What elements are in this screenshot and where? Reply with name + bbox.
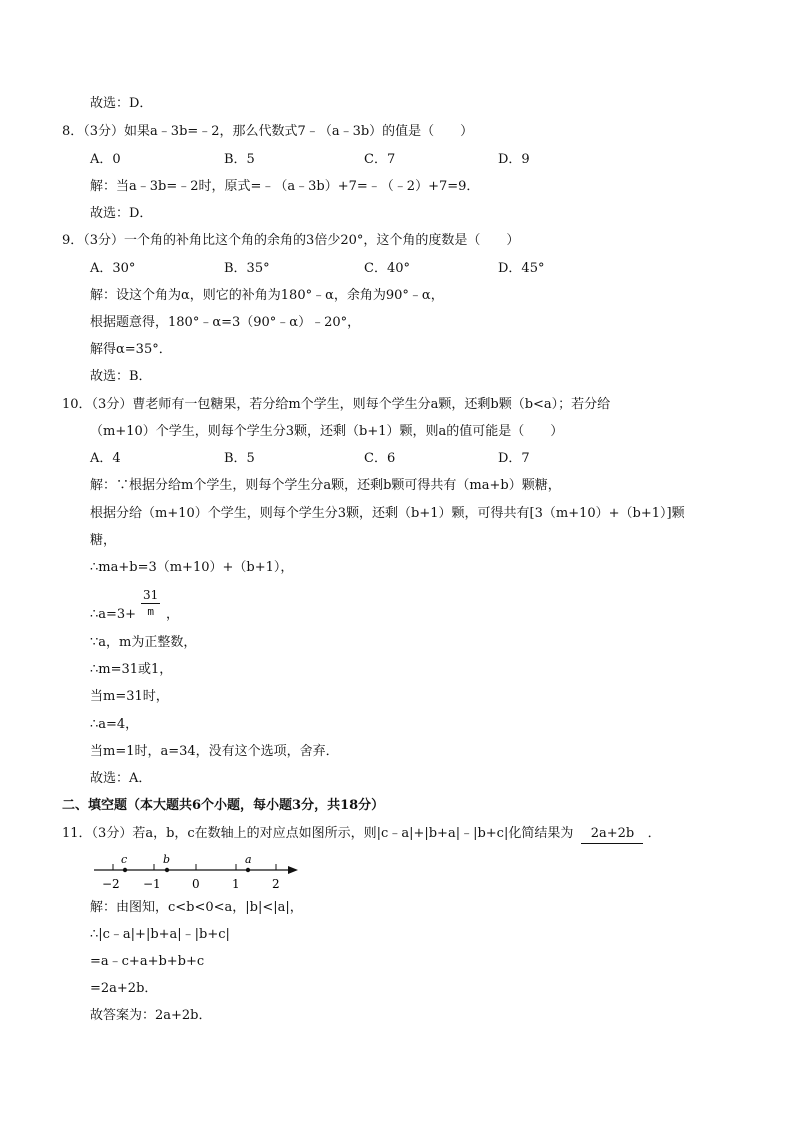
q10-option-a: A．4: [90, 451, 121, 466]
q10-solution-2: 根据分给（m+10）个学生，则每个学生分3颗，还剩（b+1）颗，可得共有[3（m+10）+（b+1）]颗: [90, 506, 685, 521]
q10-option-c: C．6: [364, 451, 396, 466]
q10-solution-10: 当m=1时，a=34，没有这个选项，舍弃．: [90, 744, 339, 759]
q8-option-b: B．5: [224, 152, 255, 167]
fraction-31-over-m: [141, 588, 160, 619]
q10-answer: 故选：A．: [90, 771, 152, 786]
q10-option-d: D．7: [498, 451, 530, 466]
q10-solution-1: 解：∵根据分给m个学生，则每个学生分a颗，还剩b颗可得共有（ma+b）颗糖，: [90, 478, 561, 493]
point-c: [123, 868, 127, 872]
question-11: [62, 825, 661, 844]
q10-solution-7: ∴m=31或1，: [90, 662, 173, 677]
q10-solution-8: 当m=31时，: [90, 689, 169, 704]
q11-answer-blank: 2a+2b: [581, 825, 643, 844]
tick-label: 1: [232, 877, 240, 891]
tick-label: 0: [192, 877, 200, 891]
q10-solution-3: 糖，: [90, 533, 117, 548]
point-label-b: b: [163, 853, 171, 866]
q8-option-c: C．7: [364, 152, 396, 167]
q10-solution-5-comma: ，: [166, 607, 180, 622]
q10-solution-6: ∵a，m为正整数，: [90, 635, 197, 650]
point-a: [246, 868, 250, 872]
q9-solution-3: 解得α=35°．: [90, 342, 172, 357]
q10-solution-4: ∴ma+b=3（m+10）+（b+1），: [90, 560, 294, 575]
q9-option-d: D．45°: [498, 261, 545, 276]
tick-label: 2: [272, 877, 280, 891]
question-11-end: ．: [647, 826, 661, 841]
question-10-line1: 10．（3分）曹老师有一包糖果，若分给m个学生，则每个学生分a颗，还剩b颗（b<a）；若分给: [62, 397, 611, 412]
q8-option-a: A．0: [90, 152, 121, 167]
q9-solution-1: 解：设这个角为α，则它的补角为180°﹣α，余角为90°﹣α，: [90, 288, 444, 303]
question-10-line2: （m+10）个学生，则每个学生分3颗，还剩（b+1）颗，则a的值可能是（ ）: [90, 424, 564, 439]
question-9: 9．（3分）一个角的补角比这个角的余角的3倍少20°，这个角的度数是（ ）: [62, 233, 520, 248]
q10-option-b: B．5: [224, 451, 255, 466]
q9-option-c: C．40°: [364, 261, 410, 276]
q9-option-b: B．35°: [224, 261, 270, 276]
point-label-c: c: [121, 853, 128, 866]
tick-label: −2: [102, 877, 120, 891]
q11-answer: 故答案为：2a+2b．: [90, 1008, 212, 1023]
q9-answer: 故选：B．: [90, 369, 152, 384]
q11-solution-1: 解：由图知，c<b<0<a，|b|<|a|，: [90, 900, 303, 915]
q8-answer: 故选：D．: [90, 206, 153, 221]
q11-solution-3: =a﹣c+a+b+b+c: [90, 954, 205, 969]
question-11-text: 11．（3分）若a，b，c在数轴上的对应点如图所示，则|c﹣a|+|b+a|﹣|b+c|化简结果为: [62, 826, 574, 841]
tick-label: −1: [143, 877, 161, 891]
number-line-figure: [88, 848, 308, 894]
number-line-arrow: [288, 866, 298, 874]
q9-solution-2: 根据题意得，180°﹣α=3（90°﹣α）﹣20°，: [90, 315, 361, 330]
q8-option-d: D．9: [498, 152, 530, 167]
fraction-numerator: 31: [143, 588, 159, 602]
q8-solution: 解：当a﹣3b=﹣2时，原式=﹣（a﹣3b）+7=﹣（﹣2）+7=9．: [90, 179, 480, 194]
section-2-heading: 二、填空题（本大题共6个小题，每小题3分，共18分）: [62, 798, 385, 813]
fraction-denominator: m: [147, 605, 154, 618]
q11-solution-2: ∴|c﹣a|+|b+a|﹣|b+c|: [90, 927, 230, 942]
answer-q7: 故选：D．: [90, 96, 153, 111]
point-label-a: a: [245, 853, 252, 866]
q10-solution-5: ∴a=3+: [90, 607, 137, 622]
point-b: [165, 868, 169, 872]
q11-solution-4: =2a+2b．: [90, 981, 158, 996]
q9-option-a: A．30°: [90, 261, 136, 276]
q10-solution-9: ∴a=4，: [90, 717, 139, 732]
question-8: 8．（3分）如果a﹣3b=﹣2，那么代数式7﹣（a﹣3b）的值是（ ）: [62, 124, 474, 139]
